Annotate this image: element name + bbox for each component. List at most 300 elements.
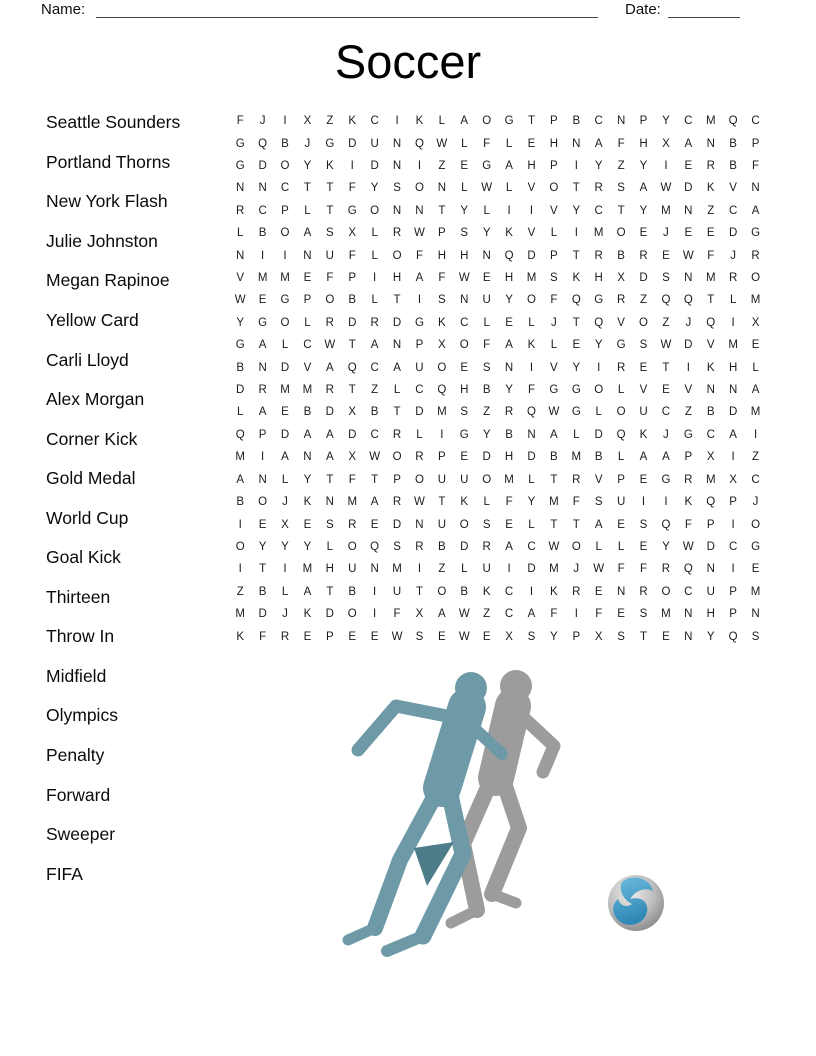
grid-letter: I	[731, 518, 735, 531]
soccer-players-illustration	[330, 660, 680, 960]
grid-letter: O	[482, 115, 492, 128]
grid-letter: Q	[706, 316, 716, 329]
grid-letter: C	[594, 204, 603, 217]
grid-letter: E	[303, 630, 312, 643]
grid-letter: S	[393, 182, 401, 195]
grid-letter: O	[414, 473, 424, 486]
grid-letter: C	[303, 339, 312, 352]
word-list-item: Seattle Sounders	[46, 112, 181, 133]
grid-letter: T	[550, 473, 558, 486]
grid-letter: W	[682, 249, 694, 262]
grid-letter: T	[348, 384, 356, 397]
grid-letter: U	[392, 585, 402, 598]
word-list-item: Alex Morgan	[46, 389, 145, 410]
grid-letter: C	[370, 115, 379, 128]
grid-letter: A	[438, 608, 446, 621]
word-list-item: Megan Rapinoe	[46, 270, 170, 291]
grid-letter: X	[505, 630, 513, 643]
grid-letter: V	[236, 272, 245, 285]
grid-letter: H	[706, 608, 715, 621]
grid-letter: A	[460, 115, 469, 128]
grid-letter: A	[594, 518, 603, 531]
grid-letter: D	[706, 540, 715, 553]
grid-letter: J	[573, 563, 580, 576]
grid-letter: S	[393, 540, 401, 553]
grid-letter: E	[258, 518, 267, 531]
word-list-item: FIFA	[46, 863, 83, 884]
grid-letter: L	[752, 361, 759, 374]
grid-letter: Z	[752, 451, 760, 464]
word-list-item: World Cup	[46, 507, 129, 528]
word-list-item: Thirteen	[46, 586, 111, 607]
grid-letter: C	[684, 115, 693, 128]
grid-letter: T	[326, 204, 334, 217]
grid-letter: T	[326, 473, 334, 486]
grid-letter: I	[529, 361, 534, 374]
grid-letter: C	[280, 182, 290, 195]
grid-letter: I	[261, 451, 265, 464]
grid-letter: Y	[706, 630, 715, 643]
grid-letter: S	[617, 630, 625, 643]
grid-letter: B	[281, 137, 289, 150]
grid-letter: O	[280, 316, 290, 329]
grid-letter: T	[572, 316, 580, 329]
grid-letter: A	[236, 473, 245, 486]
grid-letter: W	[660, 182, 672, 195]
grid-letter: F	[550, 608, 558, 621]
grid-letter: D	[594, 428, 603, 441]
word-list-item: Portland Thorns	[46, 151, 171, 172]
grid-letter: F	[438, 272, 446, 285]
grid-letter: F	[617, 137, 625, 150]
grid-letter: G	[549, 384, 559, 397]
grid-letter: P	[572, 630, 581, 643]
grid-letter: M	[504, 473, 514, 486]
grid-letter: D	[258, 608, 267, 621]
grid-letter: W	[391, 630, 403, 643]
grid-letter: A	[393, 361, 401, 374]
page-title: Soccer	[334, 35, 482, 88]
grid-letter: D	[236, 384, 245, 397]
grid-letter: O	[527, 294, 536, 307]
grid-letter: N	[706, 384, 715, 397]
grid-letter: O	[751, 518, 761, 531]
grid-letter: X	[706, 451, 715, 464]
grid-letter: E	[281, 406, 289, 419]
grid-letter: L	[281, 585, 289, 598]
grid-letter: A	[325, 361, 334, 374]
grid-letter: E	[348, 630, 357, 643]
word-list-item: Penalty	[46, 745, 105, 766]
grid-letter: B	[370, 406, 379, 419]
grid-letter: A	[527, 608, 536, 621]
grid-letter: L	[729, 294, 737, 307]
grid-letter: N	[706, 137, 715, 150]
grid-letter: Q	[594, 316, 604, 329]
grid-letter: G	[616, 339, 626, 352]
grid-letter: P	[550, 115, 558, 128]
grid-letter: Q	[683, 563, 693, 576]
grid-letter: V	[527, 182, 536, 195]
grid-letter: I	[373, 585, 377, 598]
grid-letter: N	[236, 182, 245, 195]
grid-letter: I	[417, 294, 422, 307]
grid-letter: N	[684, 630, 693, 643]
grid-letter: H	[437, 249, 447, 262]
grid-letter: R	[482, 540, 491, 553]
grid-letter: K	[639, 428, 648, 441]
grid-letter: Q	[661, 518, 671, 531]
grid-letter: I	[664, 496, 668, 509]
grid-letter: L	[237, 227, 244, 240]
grid-letter: T	[707, 294, 715, 307]
grid-letter: U	[616, 496, 626, 509]
grid-letter: C	[460, 316, 469, 329]
grid-letter: I	[440, 428, 444, 441]
grid-letter: O	[280, 227, 290, 240]
grid-letter: T	[371, 473, 379, 486]
grid-letter: I	[529, 204, 534, 217]
grid-letter: M	[280, 384, 290, 397]
grid-letter: Q	[527, 406, 536, 419]
grid-letter: O	[594, 384, 604, 397]
grid-letter: E	[258, 294, 267, 307]
grid-letter: D	[460, 540, 469, 553]
grid-letter: E	[662, 630, 670, 643]
grid-letter: J	[663, 428, 669, 441]
grid-letter: K	[706, 361, 715, 374]
grid-letter: N	[460, 294, 469, 307]
grid-letter: O	[616, 227, 626, 240]
grid-letter: V	[617, 316, 625, 329]
grid-letter: M	[392, 563, 402, 576]
grid-letter: D	[684, 339, 693, 352]
grid-letter: L	[595, 406, 602, 419]
grid-letter: L	[326, 540, 334, 553]
grid-letter: X	[348, 451, 357, 464]
grid-letter: O	[639, 316, 648, 329]
grid-letter: O	[549, 182, 559, 195]
grid-letter: X	[751, 316, 760, 329]
word-list-item: Forward	[46, 784, 111, 805]
grid-letter: Y	[460, 204, 469, 217]
grid-letter: Y	[594, 160, 603, 173]
grid-letter: Y	[639, 204, 648, 217]
grid-letter: M	[661, 608, 671, 621]
grid-letter: X	[415, 608, 424, 621]
grid-letter: R	[572, 473, 581, 486]
grid-letter: F	[707, 249, 715, 262]
grid-letter: T	[572, 518, 580, 531]
grid-letter: S	[594, 496, 603, 509]
grid-letter: V	[527, 227, 536, 240]
grid-letter: U	[415, 361, 424, 374]
grid-letter: M	[661, 204, 671, 217]
grid-letter: B	[258, 585, 267, 598]
grid-letter: K	[527, 339, 536, 352]
grid-letter: F	[259, 630, 267, 643]
grid-letter: H	[460, 384, 469, 397]
grid-letter: W	[548, 540, 560, 553]
grid-letter: A	[639, 451, 648, 464]
grid-letter: E	[706, 227, 715, 240]
grid-letter: I	[238, 563, 242, 576]
grid-letter: G	[751, 540, 761, 553]
grid-letter: N	[684, 204, 693, 217]
grid-letter: C	[370, 361, 379, 374]
grid-letter: Y	[505, 384, 513, 397]
grid-letter: Q	[347, 361, 357, 374]
grid-letter: G	[459, 428, 469, 441]
grid-letter: Z	[438, 160, 446, 173]
grid-letter: D	[527, 249, 536, 262]
grid-letter: Q	[235, 428, 245, 441]
grid-letter: M	[705, 115, 716, 128]
grid-letter: B	[303, 406, 312, 419]
grid-letter: T	[662, 361, 670, 374]
grid-letter: P	[415, 339, 424, 352]
grid-letter: I	[350, 160, 354, 173]
grid-letter: B	[594, 451, 603, 464]
grid-letter: G	[504, 115, 514, 128]
grid-letter: I	[507, 563, 511, 576]
grid-letter: B	[258, 227, 267, 240]
grid-letter: N	[751, 608, 760, 621]
grid-letter: Y	[572, 361, 581, 374]
grid-letter: D	[280, 361, 290, 374]
grid-letter: X	[662, 137, 670, 150]
grid-letter: U	[482, 294, 491, 307]
grid-letter: I	[395, 115, 399, 128]
grid-letter: Q	[414, 137, 424, 150]
grid-letter: I	[417, 160, 422, 173]
grid-letter: W	[414, 227, 425, 240]
grid-letter: S	[550, 272, 558, 285]
grid-letter: D	[728, 406, 738, 419]
grid-letter: Q	[683, 294, 693, 307]
grid-letter: S	[460, 227, 469, 240]
grid-letter: T	[438, 204, 446, 217]
grid-letter: U	[460, 473, 469, 486]
grid-letter: O	[616, 406, 626, 419]
grid-letter: W	[436, 137, 448, 150]
grid-letter: E	[438, 630, 446, 643]
grid-letter: G	[235, 160, 245, 173]
grid-letter: S	[639, 339, 648, 352]
grid-letter: P	[751, 137, 760, 150]
grid-letter: L	[550, 227, 558, 240]
grid-letter: Y	[303, 160, 312, 173]
grid-letter: J	[304, 137, 311, 150]
grid-letter: A	[303, 585, 312, 598]
grid-letter: T	[415, 585, 423, 598]
grid-letter: D	[684, 182, 693, 195]
grid-letter: Y	[258, 540, 267, 553]
grid-letter: T	[393, 406, 401, 419]
grid-letter: N	[616, 115, 626, 128]
grid-letter: B	[236, 361, 245, 374]
grid-letter: C	[258, 204, 267, 217]
grid-letter: G	[571, 406, 581, 419]
grid-letter: V	[594, 473, 603, 486]
grid-letter: I	[529, 585, 534, 598]
grid-letter: I	[373, 608, 377, 621]
grid-letter: F	[483, 137, 491, 150]
grid-letter: I	[664, 160, 668, 173]
grid-letter: R	[348, 518, 357, 531]
grid-letter: Q	[728, 115, 738, 128]
grid-letter: Z	[438, 563, 446, 576]
grid-letter: A	[639, 182, 648, 195]
grid-letter: T	[572, 182, 580, 195]
grid-letter: C	[504, 585, 514, 598]
grid-letter: D	[348, 428, 357, 441]
grid-letter: A	[258, 339, 267, 352]
grid-letter: A	[505, 339, 513, 352]
grid-letter: L	[416, 428, 423, 441]
grid-letter: M	[235, 608, 245, 621]
grid-letter: N	[616, 585, 626, 598]
grid-letter: M	[750, 406, 761, 419]
grid-letter: T	[348, 339, 356, 352]
grid-letter: S	[325, 518, 334, 531]
grid-letter: K	[303, 608, 312, 621]
grid-letter: Z	[483, 608, 491, 621]
soccer-ball	[608, 875, 664, 931]
grid-letter: L	[483, 204, 490, 217]
grid-letter: O	[751, 272, 761, 285]
grid-letter: N	[504, 361, 514, 374]
grid-letter: M	[705, 272, 716, 285]
grid-letter: R	[728, 272, 738, 285]
grid-letter: I	[574, 160, 578, 173]
grid-letter: A	[370, 496, 379, 509]
grid-letter: B	[505, 428, 513, 441]
grid-letter: N	[684, 608, 693, 621]
grid-letter: J	[752, 496, 759, 509]
grid-letter: B	[550, 451, 558, 464]
word-list-item: Sweeper	[46, 824, 116, 845]
grid-letter: D	[482, 451, 491, 464]
grid-letter: E	[303, 518, 312, 531]
grid-letter: R	[325, 316, 334, 329]
grid-letter: A	[505, 540, 513, 553]
grid-letter: U	[437, 518, 447, 531]
grid-letter: E	[572, 339, 581, 352]
grid-letter: X	[348, 227, 357, 240]
grid-letter: L	[528, 473, 535, 486]
grid-letter: Y	[303, 473, 312, 486]
grid-letter: L	[438, 115, 446, 128]
grid-letter: E	[505, 316, 513, 329]
grid-letter: E	[482, 630, 491, 643]
grid-letter: K	[482, 585, 491, 598]
grid-letter: I	[574, 227, 578, 240]
word-list-item: Olympics	[46, 705, 118, 726]
grid-letter: S	[482, 518, 491, 531]
grid-letter: S	[527, 630, 536, 643]
grid-letter: W	[660, 339, 672, 352]
grid-letter: L	[237, 406, 244, 419]
grid-letter: M	[437, 406, 447, 419]
grid-letter: V	[550, 204, 558, 217]
grid-letter: A	[684, 137, 693, 150]
grid-letter: W	[548, 406, 560, 419]
grid-letter: D	[348, 137, 357, 150]
grid-letter: T	[617, 204, 625, 217]
grid-letter: U	[482, 563, 491, 576]
grid-letter: R	[392, 428, 402, 441]
grid-letter: P	[729, 496, 737, 509]
grid-letter: V	[729, 182, 737, 195]
grid-letter: Q	[258, 137, 268, 150]
grid-letter: L	[528, 316, 535, 329]
grid-letter: P	[438, 451, 446, 464]
grid-letter: O	[459, 518, 469, 531]
grid-letter: W	[414, 496, 425, 509]
grid-letter: W	[458, 272, 470, 285]
grid-letter: P	[729, 585, 737, 598]
grid-letter: I	[283, 563, 287, 576]
grid-letter: R	[616, 361, 626, 374]
word-list-item: Julie Johnston	[46, 230, 158, 251]
grid-letter: B	[482, 384, 491, 397]
grid-letter: L	[528, 518, 535, 531]
grid-letter: P	[706, 518, 715, 531]
grid-letter: T	[303, 182, 311, 195]
grid-letter: F	[752, 160, 760, 173]
grid-letter: I	[753, 428, 758, 441]
grid-letter: R	[706, 160, 715, 173]
grid-letter: H	[728, 361, 738, 374]
grid-letter: G	[258, 316, 268, 329]
grid-letter: Z	[371, 384, 379, 397]
grid-letter: M	[280, 272, 290, 285]
grid-letter: O	[258, 496, 268, 509]
letter-grid	[229, 110, 767, 648]
grid-letter: Z	[662, 316, 670, 329]
grid-letter: X	[348, 406, 357, 419]
grid-letter: E	[662, 249, 670, 262]
grid-letter: U	[639, 406, 648, 419]
grid-letter: G	[482, 160, 492, 173]
grid-letter: D	[348, 316, 357, 329]
grid-letter: L	[617, 451, 625, 464]
grid-letter: Q	[437, 384, 447, 397]
grid-letter: D	[258, 160, 267, 173]
grid-letter: L	[371, 249, 378, 262]
grid-letter: N	[482, 249, 491, 262]
grid-letter: Y	[482, 227, 491, 240]
grid-letter: E	[594, 585, 603, 598]
grid-letter: L	[461, 182, 468, 195]
grid-letter: J	[685, 316, 692, 329]
grid-letter: L	[505, 182, 513, 195]
grid-letter: L	[505, 137, 513, 150]
grid-letter: R	[370, 316, 379, 329]
grid-letter: Y	[370, 182, 379, 195]
grid-letter: C	[728, 204, 738, 217]
grid-letter: W	[234, 294, 246, 307]
grid-letter: Z	[684, 406, 692, 419]
grid-letter: P	[303, 294, 312, 307]
grid-letter: E	[751, 563, 760, 576]
grid-letter: A	[505, 160, 513, 173]
grid-letter: K	[325, 160, 334, 173]
grid-letter: R	[392, 227, 402, 240]
grid-letter: K	[550, 585, 558, 598]
grid-letter: R	[504, 406, 514, 419]
